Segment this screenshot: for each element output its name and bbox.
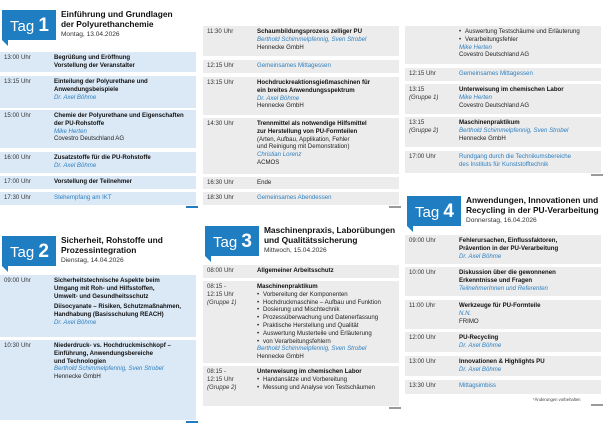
day4-accent <box>591 404 603 406</box>
day3-badge: Tag 3 <box>205 226 259 256</box>
day1-title: Einführung und Grundlagen der Polyurethanchemie Montag, 13.04.2026 <box>60 9 173 38</box>
day4-row-4: 12:00 Uhr PU-Recycling Dr. Axel Böhme <box>405 332 601 352</box>
day1-row-1: 13:00 Uhr Begrüßung und Eröffnung Vorstellung der Veranstalter <box>0 52 196 72</box>
day1-accent <box>186 206 198 208</box>
column-2 <box>203 0 403 428</box>
day2-badge: Tag 2 <box>2 236 56 266</box>
day3-lab-bullets: • Handansätze und Vorbereitung • Messung und Analyse von Testschäumen <box>257 376 396 392</box>
day1-header <box>2 10 198 40</box>
day3b-accent <box>591 174 603 176</box>
day2-row-8: 18:30 Uhr Gemeinsames Abendessen <box>203 192 399 205</box>
day4-row-2: 10:00 Uhr Diskussion über die gewonnenen Erkenntnisse und Fragen TeilnehmerInnen und Referenten <box>405 267 601 296</box>
day4-row-6: 13:30 Uhr Mittagsimbiss <box>405 380 601 394</box>
day4-header <box>407 196 603 226</box>
day4-badge: Tag 4 <box>407 196 461 226</box>
day3-row-2: 08:15 - 12:15 Uhr (Gruppe 1) Maschinenpraktikum • Vorbereitung der Komponenten • Hochdruckmaschine – Aufbau und Funktion • Dosierung und Mischtechnik • Prozessüberwachung und Datenerfassung • Praktische Herstellung und Qualität • Auswertung Musterteile und Erläuterung • von Verarbeitungsfehlern Berthold Schimmelpfennig, Sven Strobel Hennecke GmbH <box>203 281 399 363</box>
day2-row-7: 16:30 Uhr Ende <box>203 177 399 189</box>
day2b-accent <box>389 206 401 208</box>
day2-row-5: 13:15 Uhr Hochdruckreaktionsgießmaschinen für ein breites Anwendungsspektrum Dr. Axel Böhme Hennecke GmbH <box>203 77 399 115</box>
day3-cont-row-1: • Auswertung Testschäume und Erläuterung • Verarbeitungsfehler Mike Herten Covestro Deutschland AG <box>405 26 601 64</box>
day3-header <box>205 226 401 256</box>
day2-accent <box>186 421 198 423</box>
day3-title: Maschinenpraxis, Laborübungen und Qualitätssicherung Mittwoch, 15.04.2026 <box>263 225 396 254</box>
day4-row-1: 09:00 Uhr Fehlerursachen, Einflussfaktoren, Prävention in der PU-Verarbeitung Dr. Axel Böhme <box>405 235 601 264</box>
day2-row-4: 12:15 Uhr Gemeinsames Mittagessen <box>203 60 399 73</box>
day4-row-3: 11:00 Uhr Werkzeuge für PU-Formteile N.N. FRIMO <box>405 300 601 329</box>
column-3 <box>405 0 605 428</box>
day3-cont-row-5: 17:00 Uhr Rundgang durch die Technikumsbereiche des Instituts für Kunststofftechnik <box>405 151 601 173</box>
day2-row-2: 10:30 Uhr Niederdruck- vs. Hochdruckmischkopf – Einführung, Anwendungsbereiche und Technologien Berthold Schimmelpfennig, Sven Strobel Hennecke GmbH <box>0 340 196 420</box>
day1-row-5: 17:00 Uhr Vorstellung der Teilnehmer <box>0 176 196 189</box>
day3-cont-bullets: • Auswertung Testschäume und Erläuterung • Verarbeitungsfehler <box>459 28 598 44</box>
day2-row-6: 14:30 Uhr Trennmittel als notwendige Hilfsmittel zur Herstellung von PU-Formteilen (Arten, Aufbau, Applikation, Fehler und Reinigung mit Demonstration) Christian Lorenz ACMOS <box>203 118 399 174</box>
day2-row-1: 09:00 Uhr Sicherheitstechnische Aspekte beim Umgang mit Roh- und Hilfsstoffen, Umwelt- und Gesundheitsschutz Diisocyanate – Risiken, Schutzmaßnahmen, Handhabung (Basisschulung REACH) Dr. Axel Böhme <box>0 275 196 337</box>
day1-row-2: 13:15 Uhr Einteilung der Polyurethane und Anwendungsbeispiele Dr. Axel Böhme <box>0 76 196 108</box>
day3-cont-row-4: 13:15 (Gruppe 2) Maschinenpraktikum Berthold Schimmelpfennig, Sven Strobel Hennecke GmbH <box>405 117 601 147</box>
day2-row-3: 11:30 Uhr Schaumbildungsprozess zelliger PU Berthold Schimmelpfennig, Sven Strobel Hennecke GmbH <box>203 26 399 56</box>
day4-row-5: 13:00 Uhr Innovationen & Highlights PU Dr. Axel Böhme <box>405 356 601 376</box>
day3-row-3: 08:15 - 12:15 Uhr (Gruppe 2) Unterweisung im chemischen Labor • Handansätze und Vorbereitung • Messung und Analyse von Testschäumen <box>203 366 399 406</box>
day3-cont-row-3: 13:15 (Gruppe 1) Unterweisung im chemischen Labor Mike Herten Covestro Deutschland AG <box>405 84 601 114</box>
day1-row-3: 15:00 Uhr Chemie der Polyurethane und Eigenschaften der PU-Rohstoffe Mike Herten Covestro Deutschland AG <box>0 110 196 148</box>
day1-badge: Tag 1 <box>2 10 56 40</box>
day2-header <box>2 236 198 266</box>
day3-row-1: 08:00 Uhr Allgemeiner Arbeitsschutz <box>203 265 399 278</box>
day4-title: Anwendungen, Innovationen und Recycling in der PU-Verarbeitung Donnerstag, 16.04.2026 <box>465 195 599 224</box>
changes-note: *Änderungen vorbehalten <box>533 397 581 402</box>
day1-row-4: 16:00 Uhr Zusatzstoffe für die PU-Rohstoffe Dr. Axel Böhme <box>0 152 196 173</box>
day2-title: Sicherheit, Rohstoffe und Prozessintegration Dienstag, 14.04.2026 <box>60 235 163 264</box>
day1-row-6: 17:30 Uhr Stehempfang am IKT <box>0 192 196 205</box>
column-1 <box>0 0 200 428</box>
day3-cont-row-2: 12:15 Uhr Gemeinsames Mittagessen <box>405 68 601 81</box>
day3-machine-bullets: • Vorbereitung der Komponenten • Hochdruckmaschine – Aufbau und Funktion • Dosierung und Mischtechnik • Prozessüberwachung und Datenerfassung • Praktische Herstellung und Qualität • Auswertung Musterteile und Erläuterung • von Verarbeitungsfehlern <box>257 291 396 346</box>
day3-accent <box>389 407 401 409</box>
